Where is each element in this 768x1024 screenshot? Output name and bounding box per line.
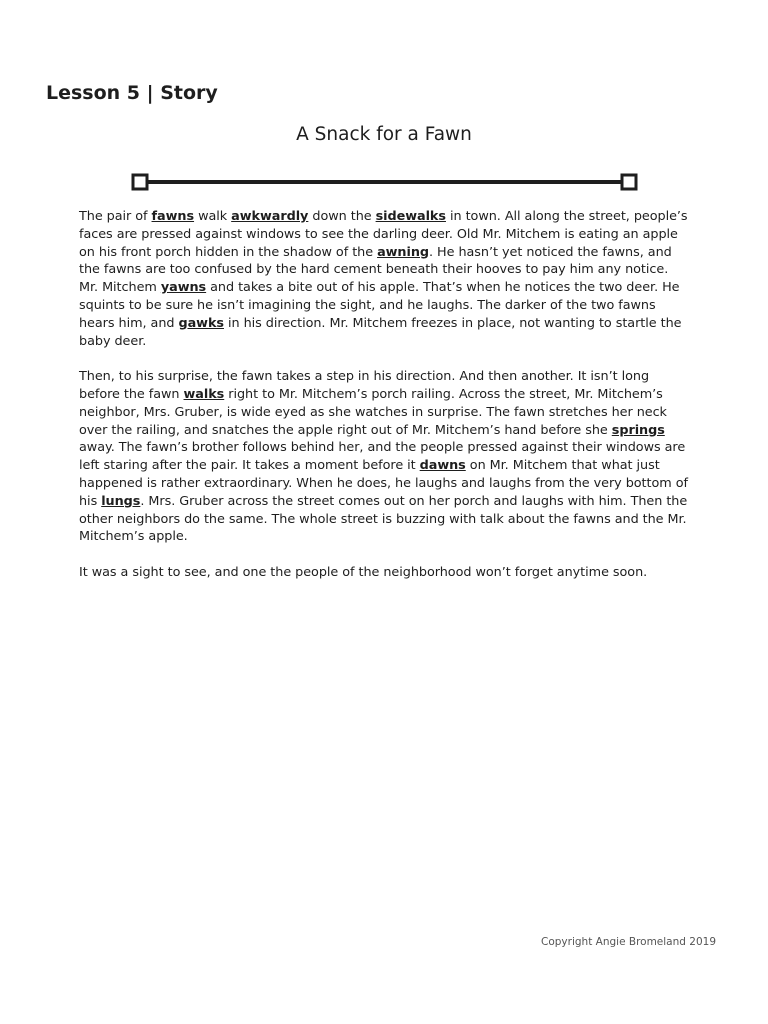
story-paragraph: [79, 208, 691, 350]
story-text: The pair of: [79, 209, 152, 224]
story-text: in his direction. Mr. Mitchem freezes in place, not wanting to startle the baby deer.: [79, 315, 682, 349]
story-title: A Snack for a Fawn: [296, 124, 472, 145]
vocab-word: sidewalks: [375, 209, 446, 224]
story-text: down the: [308, 209, 376, 224]
vocab-word: walks: [183, 386, 225, 402]
vocab-word: awning: [377, 244, 429, 260]
story-text: . He hasn’t yet noticed the fawns, and the fawns are too confused by the hard cement beneath their hooves to pay him any notice. Mr. Mitchem: [79, 244, 672, 296]
story-text: away. The fawn’s brother follows behind her, and the people pressed against their windows are left staring after the pair. It takes a moment before it: [79, 440, 686, 474]
vocab-word: awkwardly: [231, 209, 309, 224]
vocab-word: lungs: [101, 493, 141, 509]
story-text: It was a sight to see, and one the people of the neighborhood won’t forget anytime soon.: [79, 564, 648, 580]
story-body: [79, 208, 691, 600]
copyright-notice: Copyright Angie Bromeland 2019: [541, 936, 716, 948]
story-text: . Mrs. Gruber across the street comes out on her porch and laughs with him. Then the other neighbors do the same. The whole street is buzzing with talk about the fawns and the Mr. Mitchem’s apple.: [79, 493, 688, 545]
vocab-word: yawns: [160, 280, 207, 296]
story-text: Then, to his surprise, the fawn takes a step in his direction. And then another. It isn’t long before the fawn: [79, 369, 650, 402]
vocab-word: springs: [611, 422, 665, 438]
story-paragraph: [79, 368, 691, 546]
lesson-heading: Lesson 5 | Story: [46, 82, 218, 104]
title-divider: [130, 172, 640, 192]
story-text: and takes a bite out of his apple. That’s when he notices the two deer. He squints to be sure he isn’t imagining the sight, and he laughs. The darker of the two fawns hears him, and: [79, 280, 680, 331]
story-text: in town. All along the street, people’s faces are pressed against windows to see the darling deer. Old Mr. Mitchem is eating an apple on his front porch hidden in the shadow of the: [79, 209, 688, 260]
vocab-word: dawns: [419, 458, 466, 474]
vocab-word: gawks: [178, 315, 224, 331]
story-text: walk: [194, 209, 232, 224]
story-paragraph: [79, 564, 691, 582]
vocab-word: fawns: [151, 209, 195, 224]
story-text: on Mr. Mitchem that what just happened is rather extraordinary. When he does, he laughs and laughs from the very bottom of his: [79, 458, 688, 509]
story-text: right to Mr. Mitchem’s porch railing. Across the street, Mr. Mitchem’s neighbor, Mrs. Gruber, is wide eyed as she watches in surprise. The fawn stretches her neck over the railing, and snatches the apple right out of Mr. Mitchem’s hand before she: [79, 386, 667, 438]
